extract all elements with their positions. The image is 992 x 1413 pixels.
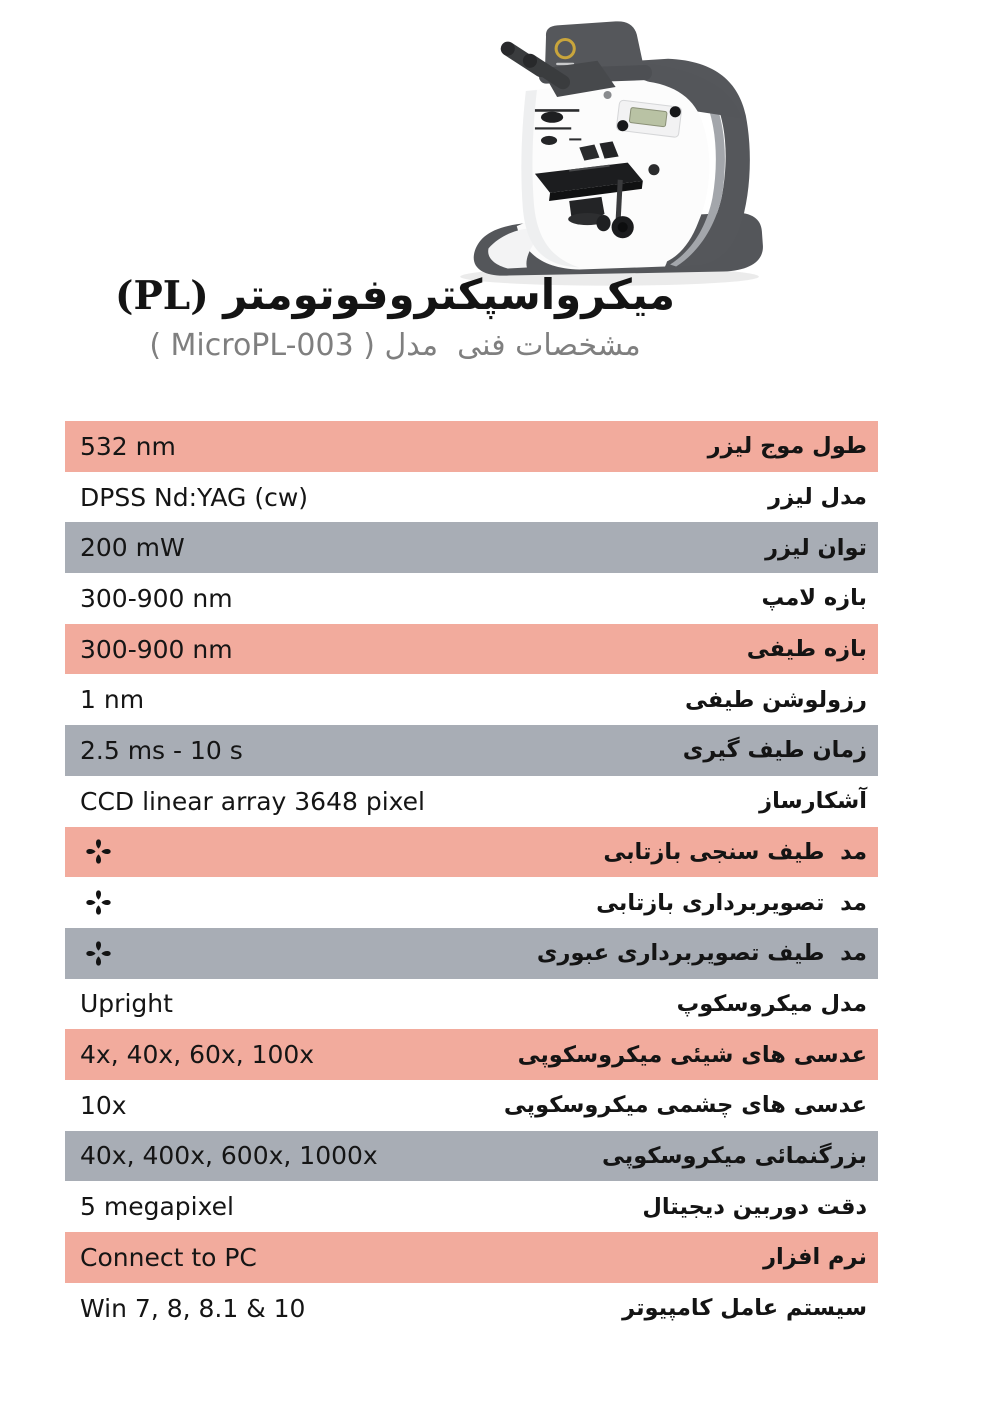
spec-value: 300-900 nm (80, 634, 233, 664)
subtitle-farsi: مشخصات فنی مدل (384, 328, 641, 364)
spec-value: CCD linear array 3648 pixel (80, 786, 426, 816)
spec-label: رزولوشن طیفی (685, 686, 867, 713)
spec-label: نرم افزار (763, 1244, 867, 1271)
table-row (65, 1131, 878, 1182)
table-row (65, 877, 878, 928)
table-row (65, 1080, 878, 1131)
microscope-image (428, 6, 776, 294)
page-title (65, 270, 725, 320)
spec-value: 5 megapixel (80, 1192, 234, 1222)
table-row (65, 1029, 878, 1080)
spec-value: 10x (80, 1090, 127, 1120)
page-title-farsi: میکرواسپکتروفوتومتر (223, 270, 675, 319)
spec-value: Upright (80, 989, 173, 1019)
subtitle-model-number: ( MicroPL-003 ) (149, 328, 375, 364)
spec-value: 532 nm (80, 431, 176, 461)
page-title-latin: (PL) (115, 273, 209, 319)
spec-value: Win 7, 8, 8.1 & 10 (80, 1293, 306, 1323)
spec-value: 300-900 nm (80, 583, 233, 613)
spec-label: طول موج لیزر (707, 433, 867, 460)
spec-value: 200 mW (80, 533, 185, 563)
spec-label: بازه طیفی (746, 636, 867, 663)
table-row (65, 573, 878, 624)
spec-label: عدسی های شیئی میکروسکوپی (517, 1041, 867, 1068)
spec-label: بازه لامپ (761, 585, 867, 612)
table-row (65, 979, 878, 1030)
spec-label: سیستم عامل کامپیوتر (622, 1295, 867, 1322)
spec-table (65, 421, 878, 1333)
spec-label: عدسی های چشمی میکروسکوپی (503, 1092, 867, 1119)
spec-value: Connect to PC (80, 1242, 257, 1272)
title-block (65, 270, 725, 364)
page-subtitle (65, 328, 725, 364)
table-row (65, 472, 878, 523)
spec-label: مد تصویربرداری بازتابی (596, 889, 867, 916)
spec-label: آشکارساز (759, 788, 867, 815)
table-row (65, 624, 878, 675)
spec-label: دقت دوربین دیجیتال (642, 1193, 867, 1220)
feature-available-icon (65, 838, 112, 865)
table-row (65, 928, 878, 979)
spec-value: 4x, 40x, 60x, 100x (80, 1040, 315, 1070)
spec-value: 40x, 400x, 600x, 1000x (80, 1141, 378, 1171)
spec-value: 2.5 ms - 10 s (80, 735, 243, 765)
table-row (65, 674, 878, 725)
spec-label: توان لیزر (765, 534, 867, 561)
microscope-illustration (428, 6, 776, 294)
spec-label: مدل میکروسکوپ (676, 990, 867, 1017)
table-row (65, 522, 878, 573)
table-row (65, 725, 878, 776)
table-row (65, 776, 878, 827)
spec-label: مد طیف تصویربرداری عبوری (536, 940, 867, 967)
feature-available-icon (65, 940, 112, 967)
spec-label: مدل لیزر (768, 484, 867, 511)
spec-value: 1 nm (80, 685, 145, 715)
spec-label: زمان طیف گیری (682, 737, 867, 764)
spec-label: بزرگنمائی میکروسکوپی (602, 1142, 867, 1169)
table-row (65, 827, 878, 878)
feature-available-icon (65, 889, 112, 916)
table-row (65, 421, 878, 472)
table-row (65, 1232, 878, 1283)
spec-label: مد طیف سنجی بازتابی (603, 838, 867, 865)
table-row (65, 1181, 878, 1232)
table-row (65, 1283, 878, 1334)
spec-value: DPSS Nd:YAG (cw) (80, 482, 309, 512)
